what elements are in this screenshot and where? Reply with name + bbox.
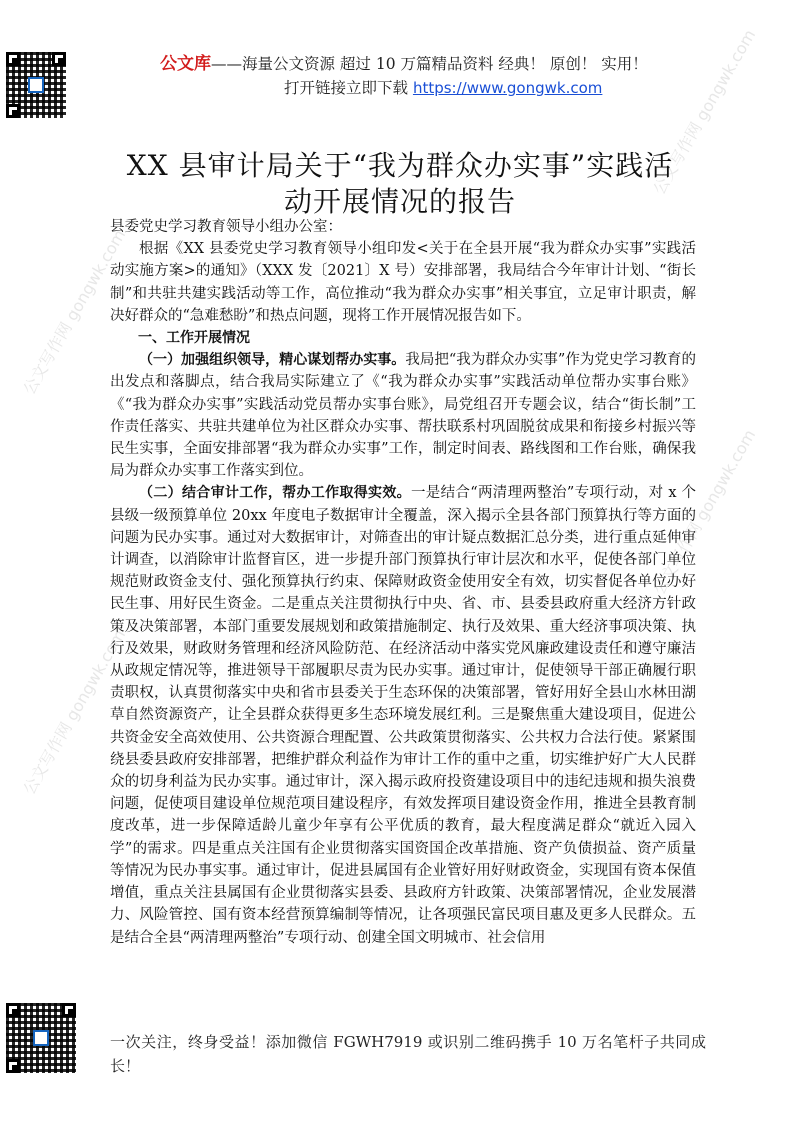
download-prefix: 打开链接立即下载 [284,79,413,97]
document-title-line-1: XX 县审计局关于“我为群众办实事”实践活 [126,149,674,182]
watermark: 公文写作网 gongwk.com [19,626,130,798]
subsection-2-heading: （二）结合审计工作，帮办工作取得实效。 [139,485,411,502]
qr-code-top[interactable] [6,52,66,118]
subsection-1-paragraph [110,349,696,482]
header-tagline: ——海量公文资源 超过 10 万篇精品资料 经典！ 原创！ 实用！ [211,55,648,73]
document-body [110,216,696,949]
salutation: 县委党史学习教育领导小组办公室： [110,219,342,235]
watermark: 公文写作网 gongwk.com [649,426,760,598]
subsection-1-heading: （一）加强组织领导，精心谋划帮办实事。 [139,352,406,369]
footer-promo: 一次关注，终身受益！添加微信 FGWH7919 或识别二维码携手 10 万名笔杆子共同成长！ [110,1033,706,1075]
section-heading: 一、工作开展情况 [138,330,250,347]
document-title-line-2: 动开展情况的报告 [283,185,516,218]
qr-code-bottom[interactable] [6,1003,76,1073]
watermark: 公文写作网 gongwk.com [19,226,130,398]
header-banner [160,49,680,74]
subsection-2-paragraph [110,482,696,948]
download-link[interactable]: https://www.gongwk.com [412,79,603,97]
header-download [284,76,602,98]
intro-paragraph: 根据《XX 县委党史学习教育领导小组印发<关于在全县开展“我为群众办实事”实践活动实施方案>的通知》（XXX 发〔2021〕X 号）安排部署，我局结合今年审计计划、“街长制”和共驻共建实践活动等工作，高位推动“我为群众办实事”相关事宜，立足审计职责，解决好群众的“急难愁盼”和热点问题，现将工作开展情况报告如下。 [110,241,696,324]
brand-name: 公文库 [160,54,211,74]
subsection-2-text: 一是结合“两清理两整治”专项行动，对 x 个县级一级预算单位 20xx 年度电子数据审计全覆盖，深入揭示全县各部门预算执行等方面的问题为民办实事。通过对大数据审计，对筛查出的审计疑点数据汇总分类，进行重点延伸审计调查，以消除审计监督盲区，进一步提升部门预算执行审计层次和水平，促使各部门单位规范财政资金支付、强化预算执行约束、保障财政资金使用安全有效，切实督促各单位办好民生事、用好民生资金。二是重点关注贯彻执行中央、省、市、县委县政府重大经济方针政策及决策部署，本部门重要发展规划和政策措施制定、执行及效果、重大经济事项决策、执行及效果，财政财务管理和经济风险防范、在经济活动中落实党风廉政建设责任和遵守廉洁从政规定情况等，推进领导干部履职尽责为民办实事。通过审计，促使领导干部正确履行职责职权，认真贯彻落实中央和省市县委关于生态环保的决策部署，管好用好全县山水林田湖草自然资源资产，让全县群众获得更多生态环境发展红利。三是聚焦重大建设项目，促进公共资金安全高效使用、公共资源合理配置、公共政策贯彻落实、公共权力合法行使。紧紧围绕县委县政府安排部署，把维护群众利益作为审计工作的重中之重，切实维护好广大人民群众的切身利益为民办实事。通过审计，深入揭示政府投资建设项目中的违纪违规和损失浪费问题，促使项目建设单位规范项目建设程序，有效发挥项目建设资金作用，推进全县教育制度改革，进一步保障适龄儿童少年享有公平优质的教育，最大程度满足群众“就近入园入学”的需求。四是重点关注国有企业贯彻落实国资国企改革措施、资产负债损益、资产质量等情况为民办事实事。通过审计，促进县属国有企业管好用好财政资金，实现国有资本保值增值，重点关注县属国有企业贯彻落实县委、县政府方针政策、决策部署情况，企业发展潜力、风险管控、国有资本经营预算编制等情况，让各项强民富民项目惠及更多人民群众。五是结合全县“两清理两整治”专项行动、创建全国文明城市、社会信用 [110,485,696,946]
subsection-1-text: 我局把“我为群众办实事”作为党史学习教育的出发点和落脚点，结合我局实际建立了《“我为群众办实事”实践活动单位帮办实事台账》《“我为群众办实事”实践活动党员帮办实事台账》，局党组召开专题会议，结合“街长制”工作责任落实、共驻共建单位为社区群众办实事、帮扶联系村巩固脱贫成果和衔接乡村振兴等民生实事，全面安排部署“我为群众办实事”工作，制定时间表、路线图和工作台账，确保我局为群众办实事工作落实到位。 [110,352,696,480]
watermark: 公文写作网 gongwk.com [649,26,760,198]
